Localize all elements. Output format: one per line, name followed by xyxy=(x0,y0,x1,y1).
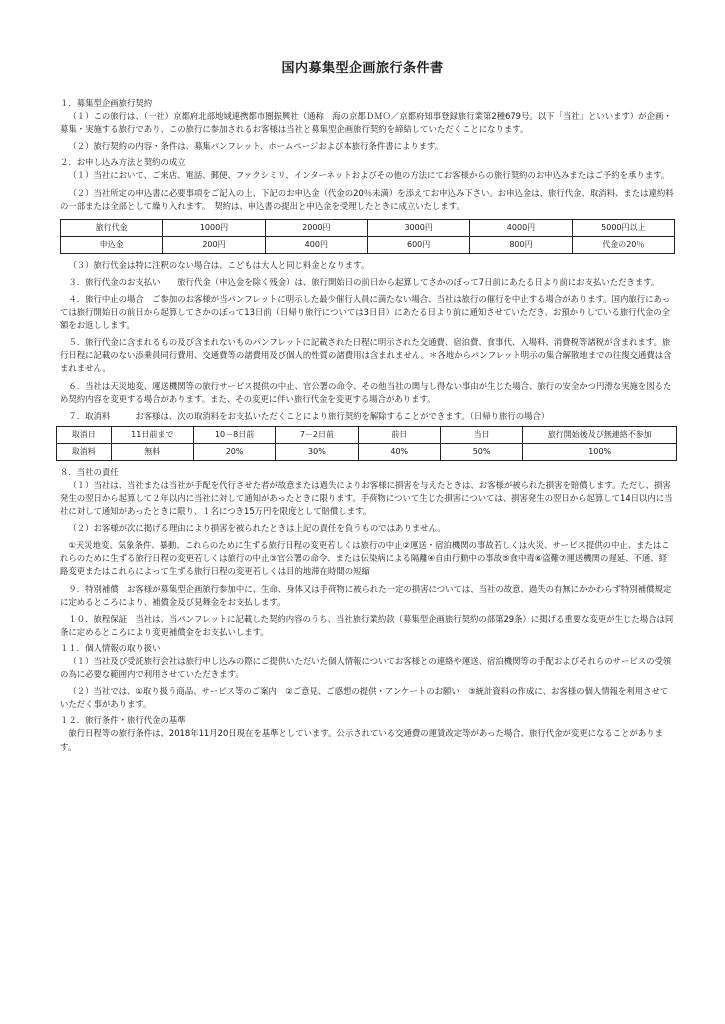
table-cell: 20% xyxy=(193,443,275,460)
section-2-paragraph-3: （３）旅行代金は特に注釈のない場合は、こどもは大人と同じ料金となります。 xyxy=(68,259,370,270)
section-2-heading: ２．お申し込み方法と契約の成立 xyxy=(60,157,186,168)
table-cell: 取消料 xyxy=(57,443,112,460)
section-2-paragraph-1: （１）当社において、ご来店、電話、郵便、ファクシミリ、インターネットおよびその他の方法にてお客様からの旅行契約のお申込みまたはご予約を承ります。 xyxy=(68,170,670,181)
section-1-heading: １．募集型企画旅行契約 xyxy=(60,98,153,108)
table-cell: 当日 xyxy=(440,426,522,443)
table-cell: 旅行開始後及び無連絡不参加 xyxy=(523,426,677,443)
table-cell: 800円 xyxy=(470,236,572,253)
section-11-heading: １１．個人情報の取り扱い xyxy=(60,642,161,653)
table-cell: 取消日 xyxy=(57,426,112,443)
section-8-paragraph-1: （１）当社は、当社または当社が手配を代行させた者が故意または過失によりお客様に損害を与えたときは、お客様が被られた損害を賠償します。ただし、損害発生の翌日から起算して２年以内に当社に対して通知があったときに限ります。手荷物について生じた損害については、損害発生の翌日から起算して14日以内に当社に対して通知があったときに限り、１名につき15万円を限度として賠償します。 xyxy=(60,479,673,517)
section-10-paragraph: １０．旅程保証 当社は、当パンフレットに記載した契約内容のうち、当社旅行業約款（募集型企画旅行契約の部第29条）に掲げる重要な変更が生じた場合は同条に定めるところにより変更補償金をお支払いします。 xyxy=(60,613,674,637)
document-title: 国内募集型企画旅行条件書 xyxy=(281,61,444,76)
section-8-paragraph-3: ①天災地変、気象条件、暴動、これらのために生ずる旅行日程の変更若しくは旅行の中止②運送・宿泊機関の事故若しくは火災、サービス提供の中止、またはこれらのために生ずる旅行日程の変更若しくは旅行の中止③官公署の命令、または伝染病による隔離④自由行動中の事故⑤食中毒⑥盗難⑦運送機関の遅延、不通、経路変更またはこれらによって生ずる旅行日程の変更若しくは目的地滞在時間の短縮 xyxy=(60,540,670,577)
section-11-paragraph-2: （２）当社では、①取り扱う商品、サービス等のご案内 ②ご意見、ご感想の提供・アンケートのお願い ③統計資料の作成に、お客様の個人情報を利用させていただく事があります。 xyxy=(60,686,669,710)
section-5-paragraph: ５．旅行代金に含まれるもの及び含まれないものパンフレットに記載された日程に明示された交通費、宿泊費、食事代、入場料、消費税等諸税が含まれます。旅行日程に記載のない添乗員同行費用、交通費等の諸費用及び個人的性質の諸費用は含まれません。＊各地からパンフレット明示の集合解散地までの往復交通費は含まれません。 xyxy=(60,337,672,374)
table-cell: 旅行代金 xyxy=(61,219,163,236)
table-cell: 前日 xyxy=(358,426,440,443)
table-cell: 10－8日前 xyxy=(193,426,275,443)
section-12-paragraph-1: 旅行日程等の旅行条件は、2018年11月20日現在を基準としています。公示されている交通費の運賃改定等があった場合、旅行代金が変更になることがあります。 xyxy=(60,728,664,752)
section-1-paragraph-1: （１）この旅行は、（一社）京都府北部地域連携都市圏振興社（通称 海の京都ＤＭＯ／京都府知事登録旅行業第2種679号。以下「当社」といいます）が企画・募集・実施する旅行であり、この旅行に参加されるお客様は当社と募集型企画旅行契約を締結していただくことになります。 xyxy=(60,111,672,135)
table-row xyxy=(61,219,675,236)
table-cell: 3000円 xyxy=(367,219,469,236)
table-row xyxy=(61,236,675,253)
section-2-paragraph-2: （２）当社所定の申込書に必要事項をご記入の上、下記のお申込金（代金の20％未満）を添えてお申込み下さい。お申込金は、旅行代金、取消料、または違約料の一部または全部として繰り入れます。 契約は、申込書の提出と申込金を受理したときに成立いたします。 xyxy=(60,187,674,211)
table-cell: 1000円 xyxy=(163,219,265,236)
section-8-paragraph-2: （２）お客様が次に掲げる理由により損害を被られたときは上記の責任を負うものではありません。 xyxy=(68,523,446,534)
document-body xyxy=(60,94,675,754)
section-8-heading: ８．当社の責任 xyxy=(60,466,119,477)
table-cell: 4000円 xyxy=(470,219,572,236)
table-cell: 5000円以上 xyxy=(572,219,674,236)
table-cell: 100% xyxy=(523,443,677,460)
section-3-paragraph: ３．旅行代金のお支払い 旅行代金（申込金を除く残金）は、旅行開始日の前日から起算してさかのぼって7日前にあたる日より前にお支払いただきます。 xyxy=(68,276,660,287)
table-cell: 400円 xyxy=(265,236,367,253)
section-7-heading: ７．取消料 お客様は、次の取消料をお支払いただくことにより旅行契約を解除することができます。（日帰り旅行の場合） xyxy=(68,410,550,421)
section-11-paragraph-1: （１）当社及び受託旅行会社は旅行申し込みの際にご提供いただいた個人情報についてお客様との連絡や運送、宿泊機関等の手配およびそれらのサービスの受領の為に必要な範囲内で利用させていただきます。 xyxy=(60,656,672,680)
table-cell: 2000円 xyxy=(265,219,367,236)
section-1-paragraph-2: （２）旅行契約の内容・条件は、募集パンフレット、ホームページおよび本旅行条件書によります。 xyxy=(68,141,444,152)
table-cell: 無料 xyxy=(111,443,193,460)
table-row xyxy=(57,443,677,460)
table-cell: 11日前まで xyxy=(111,426,193,443)
section-6-paragraph: ６．当社は天災地変、運送機関等の旅行サービス提供の中止、官公署の命令、その他当社の関与し得ない事由が生じた場合、旅行の安全かつ円滑な実施を図るため契約内容を変更する場合があります。また、その変更に伴い旅行代金を変更する場合があります。 xyxy=(60,380,672,404)
table-cell: 申込金 xyxy=(61,236,163,253)
section-12-heading: １２．旅行条件・旅行代金の基準 xyxy=(60,715,186,726)
table-row xyxy=(57,426,677,443)
cancellation-fee-table xyxy=(56,426,677,461)
section-4-paragraph: ４．旅行中止の場合 ご参加のお客様が当パンフレットに明示した最少催行人員に満たない場合、当社は旅行の催行を中止する場合があります。国内旅行にあっては旅行開始日の前日から起算してさかのぼって13日前（日帰り旅行については3日目）にあたる日より前に通知させていただき、お預かりしている旅行代金の全額をお返しします。 xyxy=(60,293,671,331)
table-cell: 600円 xyxy=(367,236,469,253)
table-cell: 200円 xyxy=(163,236,265,253)
table-cell: 30% xyxy=(276,443,358,460)
section-9-paragraph: ９．特別補償 お客様が募集型企画旅行参加中に、生命、身体又は手荷物に被られた一定の損害については、当社の故意、過失の有無にかかわらず特別補償規定に定めるところにより、補償金及び見舞金をお支払します。 xyxy=(60,583,672,607)
table-cell: 50% xyxy=(440,443,522,460)
table-cell: 代金の20％ xyxy=(572,236,674,253)
deposit-table xyxy=(60,219,675,254)
table-cell: 7－2日前 xyxy=(276,426,358,443)
table-cell: 40% xyxy=(358,443,440,460)
